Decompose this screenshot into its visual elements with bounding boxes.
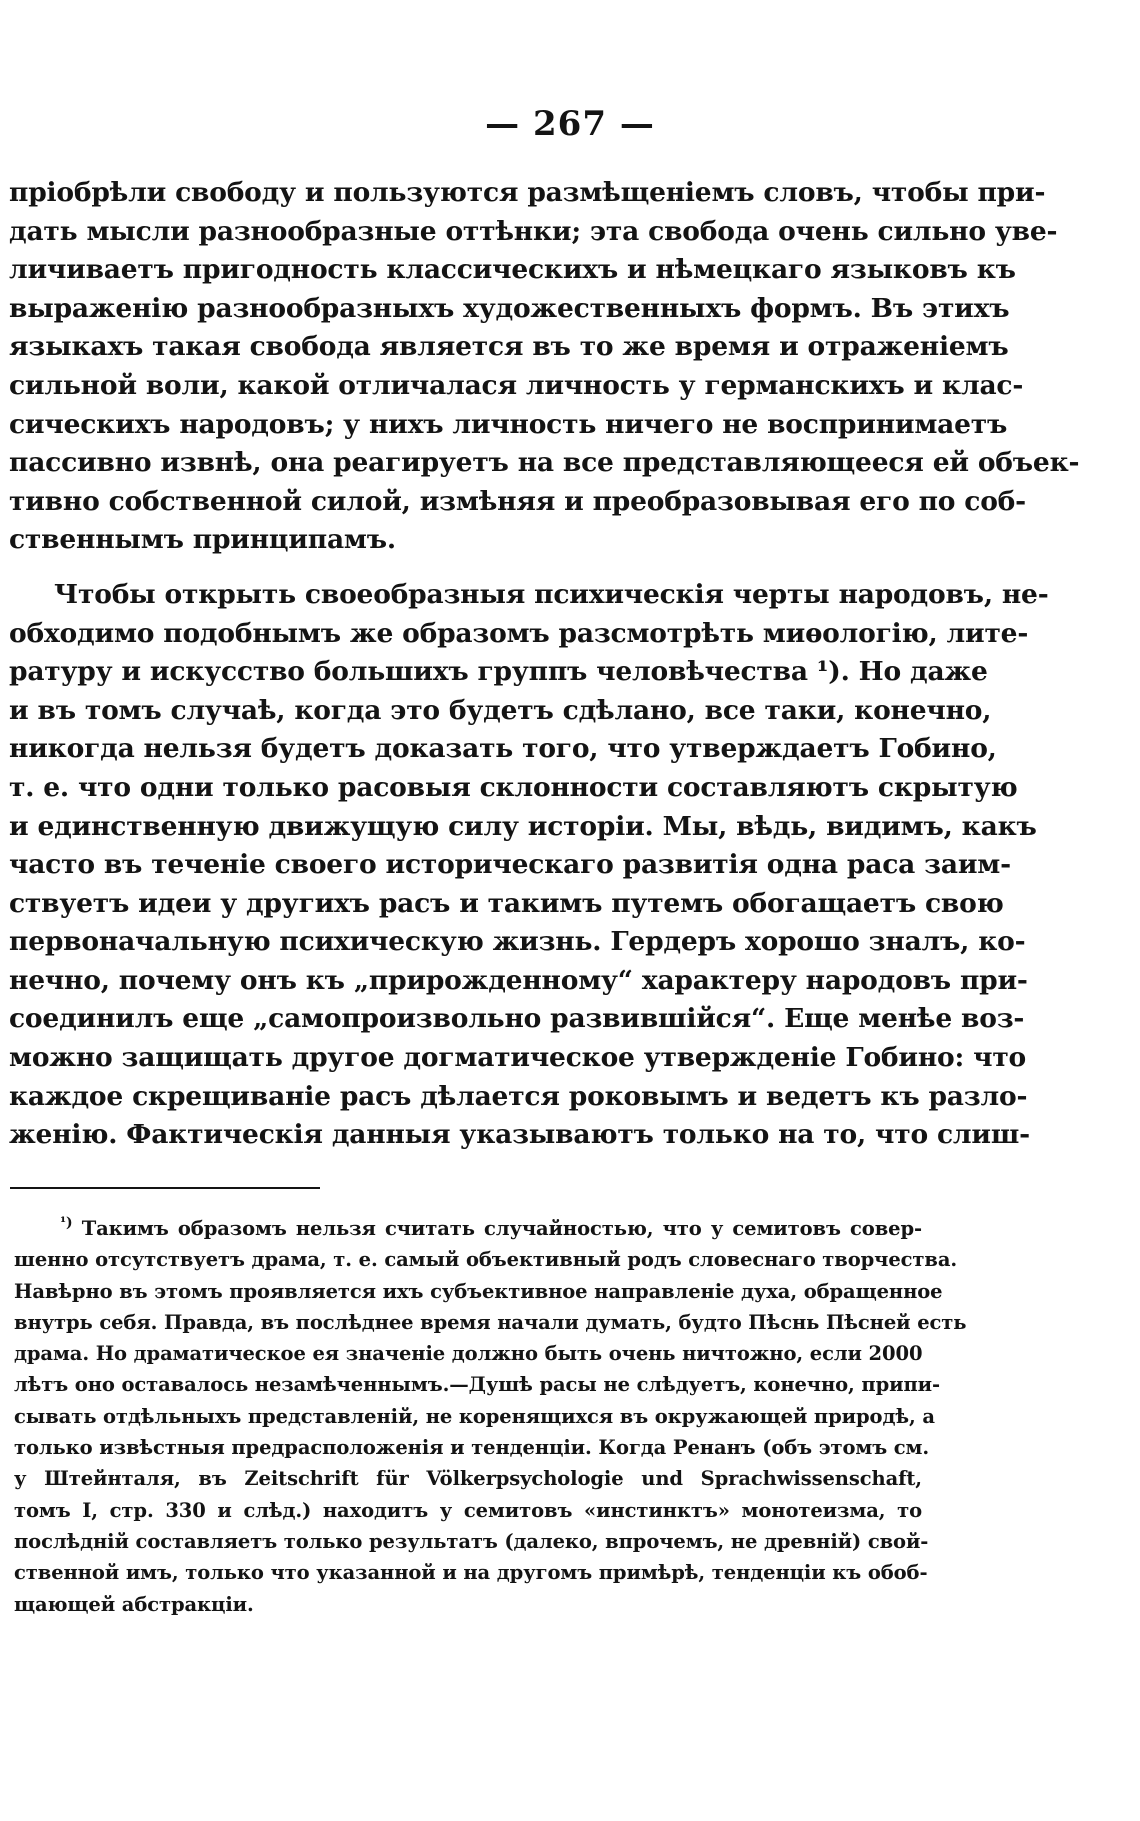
text-line: часто въ теченіе своего историческаго развитія одна раса заим- (9, 849, 1011, 881)
text-line: первоначальную психическую жизнь. Гердеръ хорошо зналъ, ко- (9, 926, 1026, 958)
text-line: сильной воли, какой отличалася личность у германскихъ и клас- (9, 369, 1024, 401)
text-line: тивно собственной силой, измѣняя и преобразовывая его по соб- (9, 485, 1026, 517)
footnote-line: у Штейнталя, въ Zeitschrift für Völkerpsychologie und Sprachwissenschaft, (14, 1467, 922, 1491)
footnote-line-text: Такимъ образомъ нельзя считать случайностью, что у семитовъ совер- (81, 1217, 922, 1240)
footnote-line: драма. Но драматическое ея значеніе должно быть очень ничтожно, если 2000 (14, 1342, 923, 1366)
text-line: Чтобы открыть своеобразныя психическія черты народовъ, не- (54, 578, 1049, 610)
footnote-line: щающей абстракціи. (14, 1592, 254, 1616)
text-line: каждое скрещиваніе расъ дѣлается роковымъ и ведетъ къ разло- (9, 1080, 1028, 1112)
paragraph-2 (9, 576, 1049, 1155)
footnote-line (14, 1208, 922, 1244)
text-line: ствуетъ идеи у другихъ расъ и такимъ путемъ обогащаетъ свою (9, 887, 1004, 919)
footnote-line: сывать отдѣльныхъ представленій, не коренящихся въ окружающей природѣ, а (14, 1404, 935, 1428)
footnote-line: послѣдній составляетъ только результатъ (далеко, впрочемъ, не древній) свой- (14, 1529, 929, 1553)
footnote-divider (10, 1187, 320, 1189)
paragraph-1 (9, 174, 1080, 560)
text-line: языкахъ такая свобода является въ то же время и отраженіемъ (9, 331, 1009, 363)
text-line: т. е. что одни только расовыя склонности составляютъ скрытую (9, 771, 1018, 803)
text-line: нечно, почему онъ къ „прирожденному“ характеру народовъ при- (9, 964, 1028, 996)
text-line: соединилъ еще „самопроизвольно развившійся“. Еще менѣе воз- (9, 1003, 1025, 1035)
footnote-line: Навѣрно въ этомъ проявляется ихъ субъективное направленіе духа, обращенное (14, 1279, 943, 1303)
footnote-line: только извѣстныя предрасположенія и тенденціи. Когда Ренанъ (объ этомъ см. (14, 1436, 930, 1460)
text-line: сическихъ народовъ; у нихъ личность ничего не воспринимаетъ (9, 408, 1008, 440)
text-line: ратуру и искусство большихъ группъ человѣчества ¹). Но даже (9, 656, 988, 688)
footnote-line: ственной имъ, только что указанной и на другомъ примѣрѣ, тенденціи къ обоб- (14, 1561, 928, 1585)
footnote-line: внутрь себя. Правда, въ послѣднее время начали думать, будто Пѣснь Пѣсней есть (14, 1310, 967, 1334)
text-line: и въ томъ случаѣ, когда это будетъ сдѣлано, все таки, конечно, (9, 694, 992, 726)
footnote-line: лѣтъ оно оставалось незамѣченнымъ.—Душѣ расы не слѣдуетъ, конечно, припи- (14, 1373, 941, 1397)
text-line: и единственную движущую силу исторіи. Мы, вѣдь, видимъ, какъ (9, 810, 1037, 842)
text-line: ственнымъ принципамъ. (9, 524, 396, 556)
text-line: дать мысли разнообразные оттѣнки; эта свобода очень сильно уве- (9, 215, 1058, 247)
footnote-line: шенно отсутствуетъ драма, т. е. самый объективный родъ словеснаго творчества. (14, 1248, 958, 1272)
text-line: пріобрѣли свободу и пользуются размѣщеніемъ словъ, чтобы при- (9, 177, 1046, 208)
text-line: выраженію разнообразныхъ художественныхъ формъ. Въ этихъ (9, 292, 1010, 324)
text-line: никогда нельзя будетъ доказать того, что утверждаетъ Гобино, (9, 733, 997, 765)
page-number: — 267 — (485, 104, 655, 144)
footnote-marker: ¹) (60, 1215, 73, 1231)
footnote (14, 1208, 967, 1620)
text-line: можно защищать другое догматическое утвержденіе Гобино: что (9, 1042, 1027, 1074)
body-text (9, 174, 1080, 1155)
text-line: пассивно извнѣ, она реагируетъ на все представляющееся ей объек- (9, 447, 1080, 479)
paragraph-gap (9, 560, 921, 576)
text-line: женію. Фактическія данныя указываютъ только на то, что слиш- (9, 1119, 1030, 1151)
footnote-line: томъ I, стр. 330 и слѣд.) находитъ у семитовъ «инстинктъ» монотеизма, то (14, 1498, 922, 1522)
text-line: обходимо подобнымъ же образомъ разсмотрѣть миѳологію, лите- (9, 617, 1029, 649)
text-line: личиваетъ пригодность классическихъ и нѣмецкаго языковъ къ (9, 254, 1016, 286)
